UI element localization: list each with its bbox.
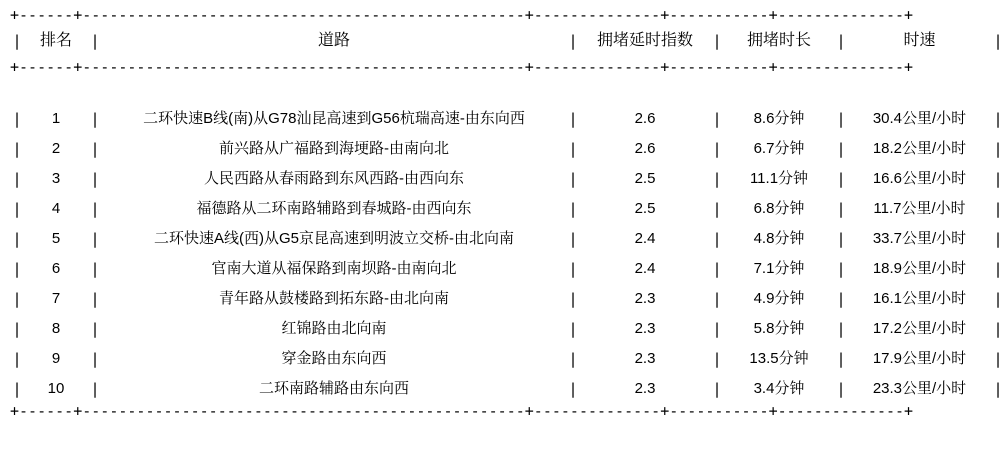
border-pipe: | <box>568 290 578 308</box>
border-pipe: | <box>568 260 578 278</box>
cell-road: 二环南路辅路由东向西 <box>258 380 409 397</box>
cell-congestion-duration: 4.9分钟 <box>753 290 805 307</box>
border-pipe: | <box>712 200 722 218</box>
spacer-cell <box>24 74 88 104</box>
cell-congestion-duration: 6.8分钟 <box>753 200 805 217</box>
border-pipe: | <box>712 320 722 338</box>
border-pipe: | <box>836 320 846 338</box>
cell-congestion-index: 2.3 <box>634 290 656 307</box>
border-pipe: | <box>993 380 1003 398</box>
border-pipe: | <box>993 320 1003 338</box>
border-pipe: | <box>90 290 100 308</box>
spacer-cell <box>724 74 834 104</box>
cell-congestion-duration: 5.8分钟 <box>753 320 805 337</box>
border-pipe <box>10 74 24 104</box>
cell-congestion-index: 2.3 <box>634 380 656 397</box>
border-pipe: | <box>90 110 100 128</box>
cell-road: 官南大道从福保路到南坝路-由南向北 <box>211 260 457 277</box>
border-pipe: | <box>712 350 722 368</box>
border-pipe: | <box>12 320 22 338</box>
border-pipe: | <box>993 200 1003 218</box>
rule-top <box>10 8 1005 22</box>
border-pipe: | <box>12 200 22 218</box>
border-pipe: | <box>712 32 722 50</box>
column-header-speed: 时速 <box>903 32 936 49</box>
traffic-congestion-table <box>10 8 1005 418</box>
cell-congestion-index: 2.3 <box>634 320 656 337</box>
spacer-cell <box>580 74 710 104</box>
border-pipe <box>834 74 848 104</box>
column-header-congestion-index: 拥堵延时指数 <box>596 32 693 49</box>
border-pipe: | <box>12 350 22 368</box>
border-pipe: | <box>90 350 100 368</box>
table-row <box>10 224 1005 254</box>
cell-road: 福德路从二环南路辅路到春城路-由西向东 <box>196 200 472 217</box>
border-pipe: | <box>712 260 722 278</box>
cell-congestion-duration: 11.1分钟 <box>749 170 809 187</box>
cell-rank: 7 <box>51 290 61 307</box>
cell-road: 二环快速B线(南)从G78汕昆高速到G56杭瑞高速-由东向西 <box>143 110 525 127</box>
table-row <box>10 194 1005 224</box>
border-pipe: | <box>90 170 100 188</box>
border-pipe: | <box>90 32 100 50</box>
column-header-rank: 排名 <box>39 32 72 49</box>
border-pipe: | <box>836 230 846 248</box>
cell-congestion-duration: 8.6分钟 <box>753 110 805 127</box>
cell-rank: 10 <box>47 380 65 397</box>
cell-rank: 1 <box>51 110 61 127</box>
border-pipe: | <box>836 140 846 158</box>
cell-congestion-index: 2.6 <box>634 110 656 127</box>
table-row <box>10 314 1005 344</box>
table-row <box>10 284 1005 314</box>
rule-middle <box>10 60 1005 74</box>
border-pipe <box>991 74 1005 104</box>
cell-rank: 2 <box>51 140 61 157</box>
border-pipe <box>710 74 724 104</box>
border-pipe <box>566 74 580 104</box>
cell-road: 前兴路从广福路到海埂路-由南向北 <box>219 140 449 157</box>
border-pipe: | <box>993 350 1003 368</box>
border-pipe: | <box>993 110 1003 128</box>
border-pipe: | <box>836 170 846 188</box>
cell-congestion-index: 2.4 <box>634 230 656 247</box>
border-pipe: | <box>568 140 578 158</box>
cell-congestion-index: 2.6 <box>634 140 656 157</box>
border-pipe: | <box>90 260 100 278</box>
border-pipe: | <box>90 320 100 338</box>
cell-road: 青年路从鼓楼路到拓东路-由北向南 <box>219 290 449 307</box>
rule-middle-text: +------+-------------------------------------------------+--------------+-----------+--------------+ <box>10 58 914 76</box>
border-pipe <box>88 74 102 104</box>
rule-top-text: +------+-------------------------------------------------+--------------+-----------+--------------+ <box>10 6 914 24</box>
border-pipe: | <box>90 380 100 398</box>
table-row <box>10 104 1005 134</box>
cell-congestion-index: 2.4 <box>634 260 656 277</box>
cell-congestion-duration: 4.8分钟 <box>753 230 805 247</box>
border-pipe: | <box>712 230 722 248</box>
cell-rank: 9 <box>51 350 61 367</box>
cell-congestion-duration: 3.4分钟 <box>753 380 805 397</box>
border-pipe: | <box>712 140 722 158</box>
border-pipe: | <box>12 290 22 308</box>
rule-bottom-text: +------+-------------------------------------------------+--------------+-----------+--------------+ <box>10 402 914 420</box>
border-pipe: | <box>836 110 846 128</box>
border-pipe: | <box>12 140 22 158</box>
rule-bottom <box>10 404 1005 418</box>
border-pipe: | <box>90 230 100 248</box>
cell-rank: 8 <box>51 320 61 337</box>
border-pipe: | <box>12 380 22 398</box>
cell-road: 人民西路从春雨路到东风西路-由西向东 <box>204 170 464 187</box>
border-pipe: | <box>712 380 722 398</box>
cell-congestion-duration: 13.5分钟 <box>749 350 809 367</box>
cell-speed: 16.6公里/小时 <box>872 170 967 187</box>
border-pipe: | <box>568 110 578 128</box>
cell-road: 穿金路由东向西 <box>281 350 387 367</box>
border-pipe: | <box>836 200 846 218</box>
border-pipe: | <box>836 350 846 368</box>
border-pipe: | <box>568 230 578 248</box>
border-pipe: | <box>12 110 22 128</box>
border-pipe: | <box>12 32 22 50</box>
table-row <box>10 344 1005 374</box>
table-row <box>10 164 1005 194</box>
spacer-cell <box>848 74 991 104</box>
border-pipe: | <box>993 260 1003 278</box>
table-row <box>10 374 1005 404</box>
cell-speed: 30.4公里/小时 <box>872 110 967 127</box>
cell-rank: 6 <box>51 260 61 277</box>
table-row <box>10 254 1005 284</box>
border-pipe: | <box>568 380 578 398</box>
border-pipe: | <box>90 140 100 158</box>
border-pipe: | <box>568 200 578 218</box>
table-body <box>10 104 1005 404</box>
border-pipe: | <box>568 350 578 368</box>
spacer-row <box>10 74 1005 104</box>
cell-congestion-index: 2.3 <box>634 350 656 367</box>
border-pipe: | <box>993 32 1003 50</box>
border-pipe: | <box>836 380 846 398</box>
cell-speed: 16.1公里/小时 <box>872 290 967 307</box>
border-pipe: | <box>12 170 22 188</box>
border-pipe: | <box>993 230 1003 248</box>
cell-congestion-index: 2.5 <box>634 170 656 187</box>
cell-speed: 18.2公里/小时 <box>872 140 967 157</box>
border-pipe: | <box>712 110 722 128</box>
cell-speed: 17.9公里/小时 <box>872 350 967 367</box>
cell-speed: 33.7公里/小时 <box>872 230 967 247</box>
border-pipe: | <box>12 260 22 278</box>
border-pipe: | <box>712 170 722 188</box>
column-header-congestion-duration: 拥堵时长 <box>746 32 811 49</box>
border-pipe: | <box>836 32 846 50</box>
cell-speed: 11.7公里/小时 <box>873 200 966 217</box>
cell-rank: 3 <box>51 170 61 187</box>
cell-road: 红锦路由北向南 <box>281 320 387 337</box>
cell-speed: 17.2公里/小时 <box>872 320 967 337</box>
cell-congestion-duration: 6.7分钟 <box>753 140 805 157</box>
border-pipe: | <box>993 140 1003 158</box>
border-pipe: | <box>568 320 578 338</box>
border-pipe: | <box>90 200 100 218</box>
border-pipe: | <box>712 290 722 308</box>
column-header-road: 道路 <box>317 32 350 49</box>
cell-speed: 23.3公里/小时 <box>872 380 967 397</box>
cell-rank: 5 <box>51 230 61 247</box>
border-pipe: | <box>12 230 22 248</box>
cell-speed: 18.9公里/小时 <box>872 260 967 277</box>
border-pipe: | <box>568 32 578 50</box>
cell-road: 二环快速A线(西)从G5京昆高速到明波立交桥-由北向南 <box>153 230 514 247</box>
spacer-cell <box>102 74 566 104</box>
cell-congestion-duration: 7.1分钟 <box>753 260 805 277</box>
border-pipe: | <box>836 260 846 278</box>
table-header-row <box>10 22 1005 60</box>
border-pipe: | <box>836 290 846 308</box>
cell-rank: 4 <box>51 200 61 217</box>
border-pipe: | <box>993 290 1003 308</box>
border-pipe: | <box>568 170 578 188</box>
border-pipe: | <box>993 170 1003 188</box>
table-row <box>10 134 1005 164</box>
cell-congestion-index: 2.5 <box>634 200 656 217</box>
